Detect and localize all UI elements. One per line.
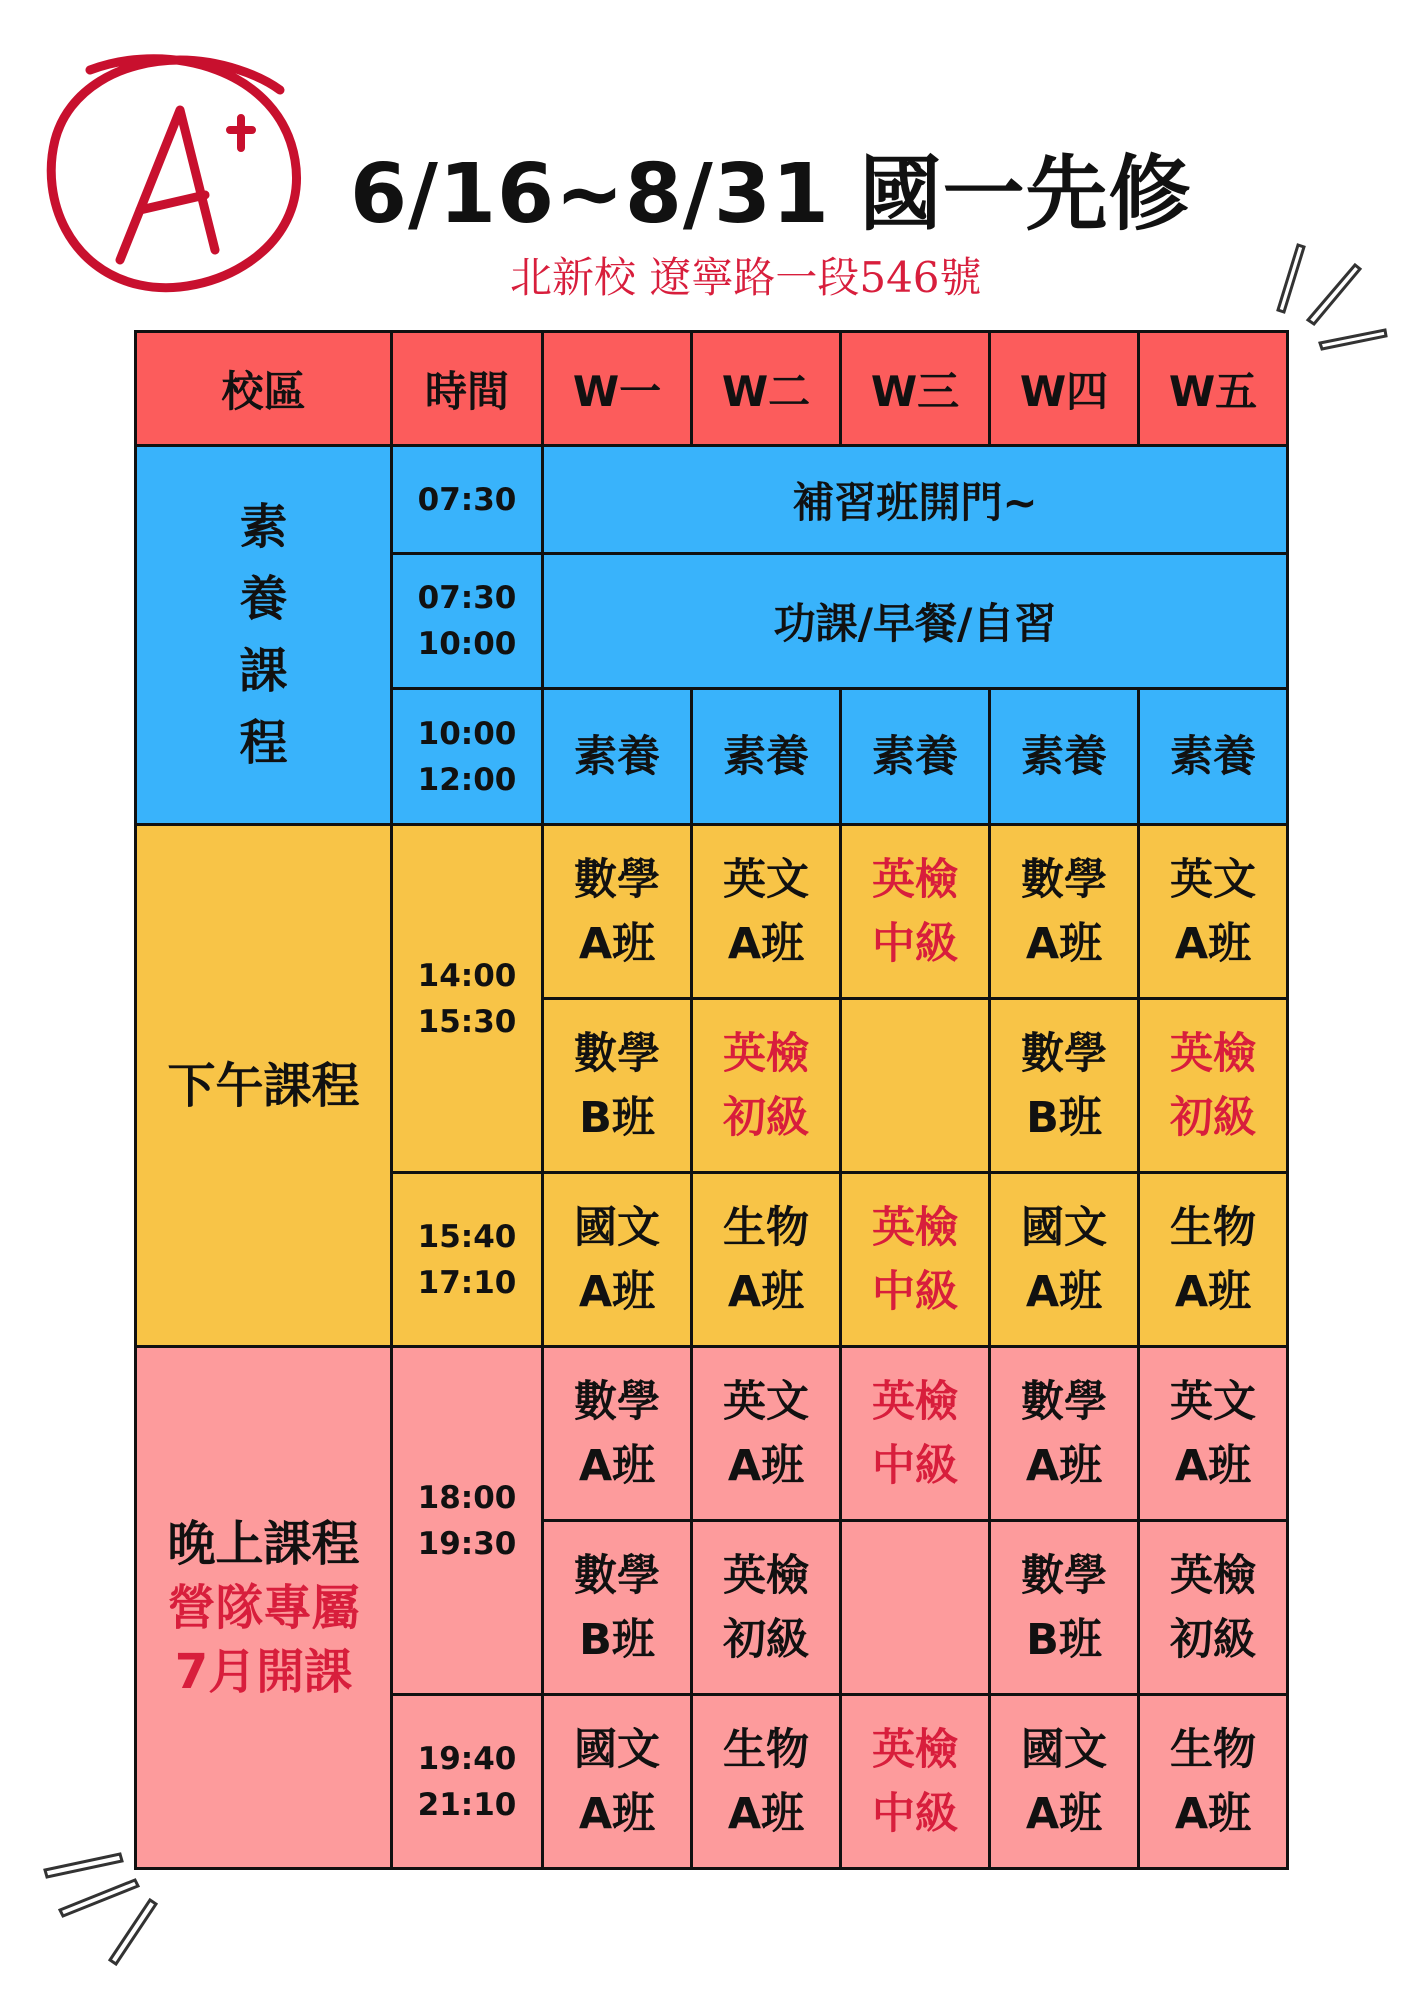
class-cell: 英文 A班 [1139,825,1288,999]
a-plus-grade-logo [30,30,320,310]
class-cell: 英檢 初級 [1139,1521,1288,1695]
section-evening-title: 晚上課程 [167,1515,360,1572]
col-header-time: 時間 [392,332,543,446]
class-cell: 英檢 初級 [692,1521,841,1695]
school-address: 北新校 遼寧路一段546號 [510,253,982,302]
time-slot: 19:40 21:10 [392,1695,543,1869]
col-header-campus: 校區 [136,332,392,446]
class-cell-empty [841,999,990,1173]
section-evening-label [136,1347,392,1869]
class-cell: 數學 B班 [990,1521,1139,1695]
time-slot: 15:40 17:10 [392,1173,543,1347]
class-cell: 數學 A班 [990,1347,1139,1521]
col-header-wed: W三 [841,332,990,446]
class-cell-highlight: 英檢 初級 [692,999,841,1173]
class-cell: 素養 [841,689,990,825]
class-cell: 國文 A班 [990,1173,1139,1347]
class-cell: 數學 B班 [990,999,1139,1173]
class-cell: 數學 A班 [990,825,1139,999]
time-slot: 14:00 15:30 [392,825,543,1173]
col-header-thu: W四 [990,332,1139,446]
july-start-note: 7月開課 [174,1643,353,1700]
span-cell-selfstudy: 功課/早餐/自習 [543,554,1288,689]
class-cell-highlight: 英檢 中級 [841,1173,990,1347]
class-cell: 英文 A班 [692,1347,841,1521]
time-slot: 18:00 19:30 [392,1347,543,1695]
class-cell: 英文 A班 [1139,1347,1288,1521]
camp-only-note: 營隊專屬 [167,1579,360,1636]
class-cell: 數學 A班 [543,825,692,999]
time-slot: 10:00 12:00 [392,689,543,825]
span-cell-open: 補習班開門~ [543,446,1288,554]
section-morning-label: 素 養 課 程 [136,446,392,825]
class-cell: 素養 [543,689,692,825]
class-cell: 國文 A班 [543,1173,692,1347]
class-cell: 數學 B班 [543,1521,692,1695]
col-header-mon: W一 [543,332,692,446]
class-cell-empty [841,1521,990,1695]
class-cell-highlight: 英檢 中級 [841,1347,990,1521]
class-cell: 國文 A班 [543,1695,692,1869]
class-cell: 生物 A班 [692,1173,841,1347]
header-row [136,332,1288,446]
section-afternoon-label: 下午課程 [136,825,392,1347]
class-cell: 素養 [990,689,1139,825]
page-title: 6/16~8/31 國一先修 [350,147,1192,242]
class-cell: 生物 A班 [1139,1695,1288,1869]
col-header-fri: W五 [1139,332,1288,446]
class-cell: 數學 A班 [543,1347,692,1521]
col-header-tue: W二 [692,332,841,446]
class-cell-highlight: 英檢 中級 [841,825,990,999]
class-cell-highlight: 英檢 中級 [841,1695,990,1869]
class-cell: 英文 A班 [692,825,841,999]
class-cell-highlight: 英檢 初級 [1139,999,1288,1173]
class-cell: 素養 [1139,689,1288,825]
class-cell: 生物 A班 [692,1695,841,1869]
time-slot: 07:30 10:00 [392,554,543,689]
schedule-table [134,330,1289,1870]
class-cell: 素養 [692,689,841,825]
class-cell: 數學 B班 [543,999,692,1173]
class-cell: 生物 A班 [1139,1173,1288,1347]
time-slot: 07:30 [392,446,543,554]
class-cell: 國文 A班 [990,1695,1139,1869]
